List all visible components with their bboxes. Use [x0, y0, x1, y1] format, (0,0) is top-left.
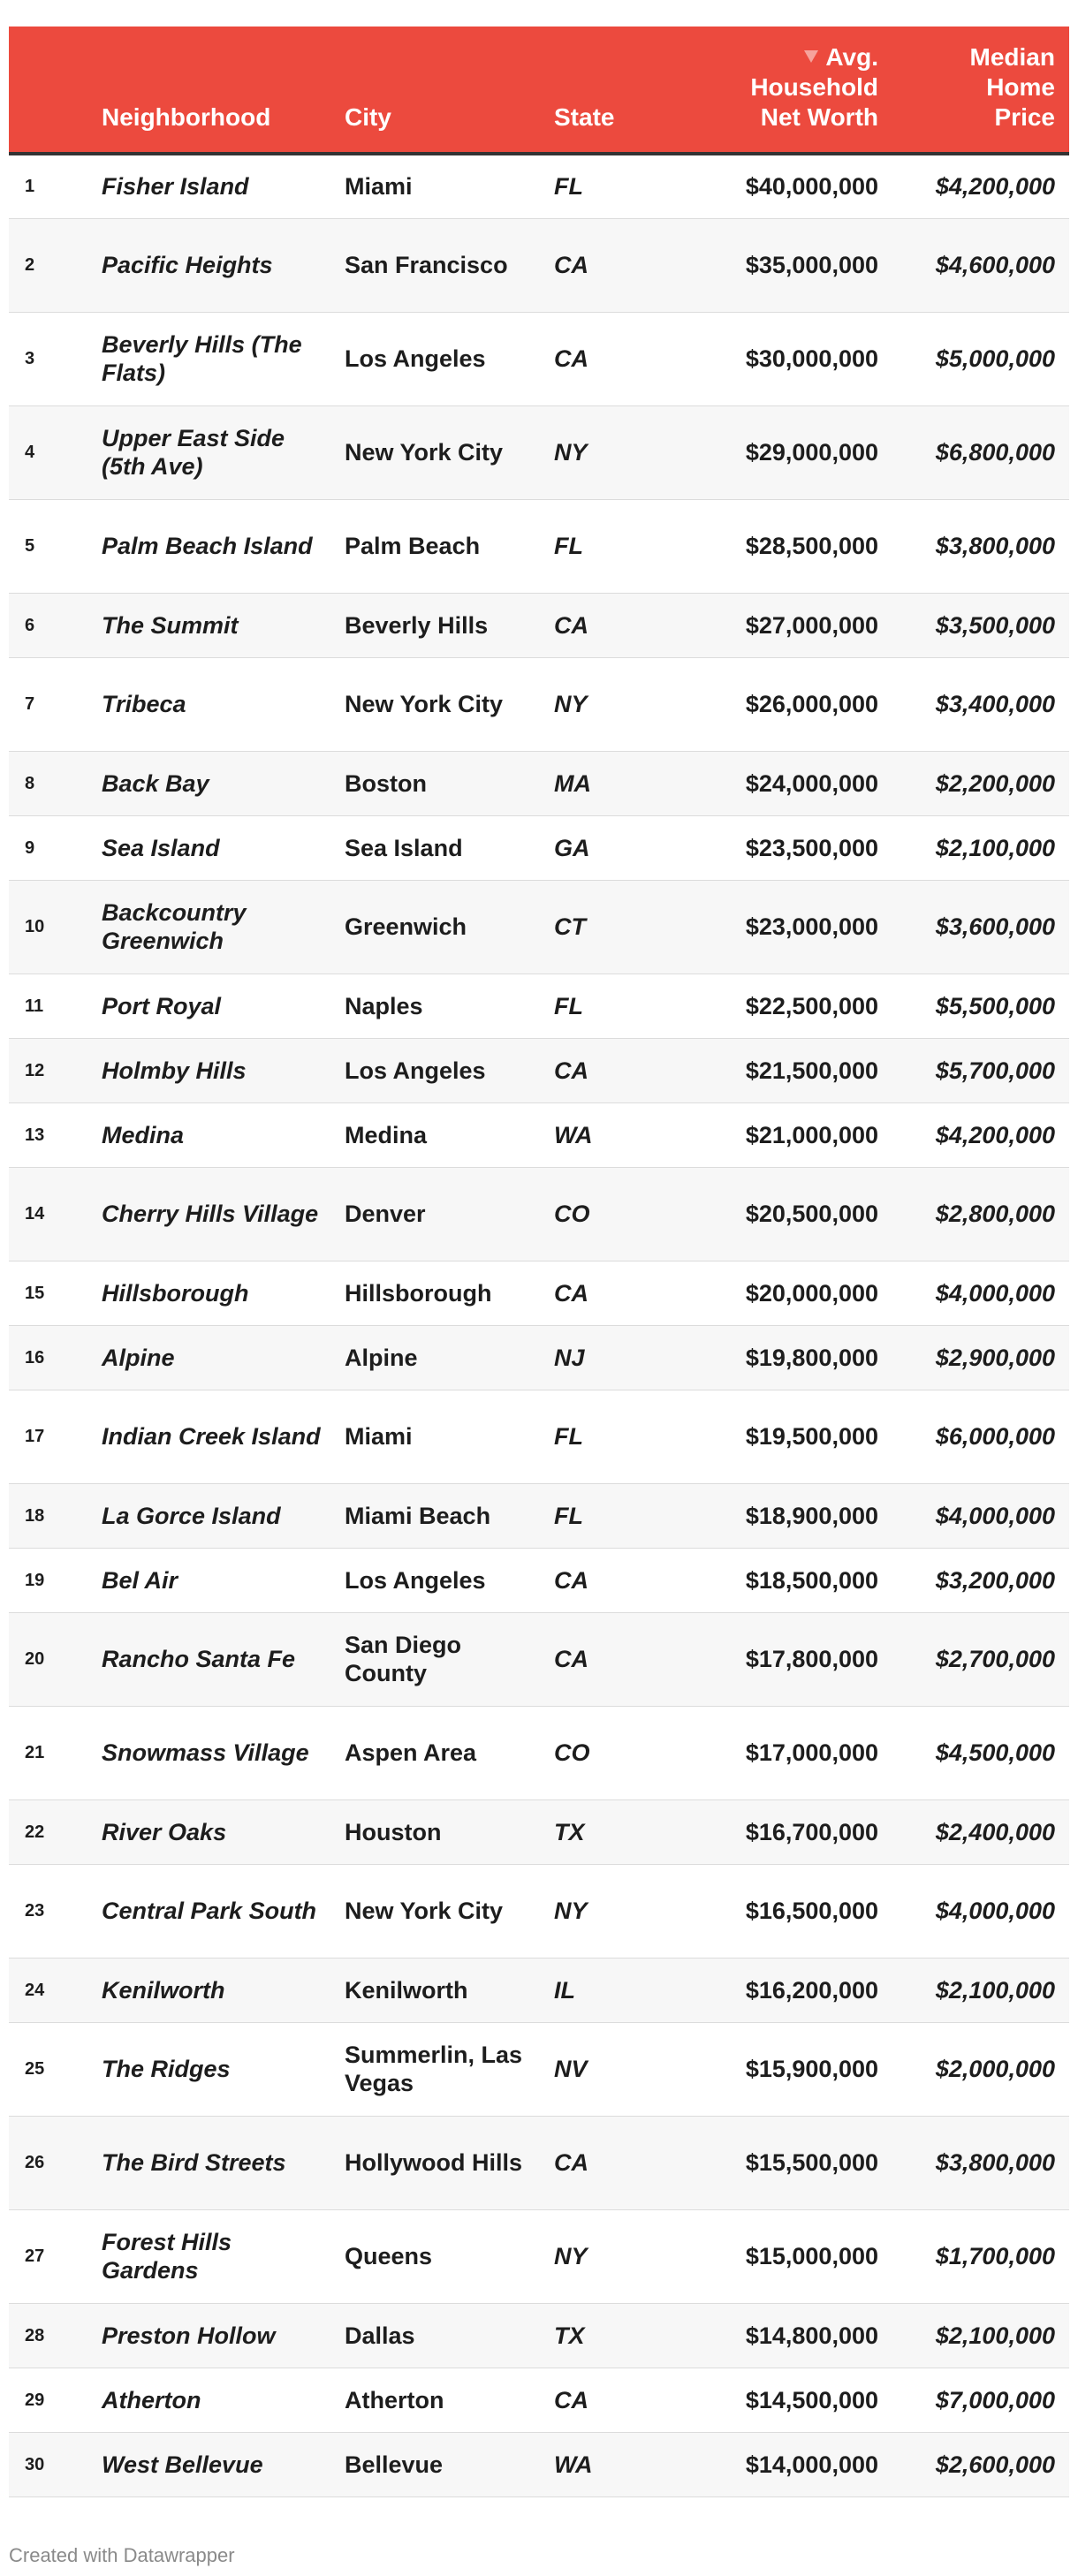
cell-neighborhood: Beverly Hills (The Flats): [102, 331, 302, 386]
table-row: [9, 657, 1069, 751]
table-row: [9, 1325, 1069, 1390]
cell-neighborhood: Holmby Hills: [102, 1057, 247, 1084]
table-row: [9, 1958, 1069, 2022]
cell-state: CA: [554, 611, 588, 639]
neighborhood-table: [9, 27, 1069, 2497]
cell-rank: 29: [25, 2390, 45, 2410]
cell-net-worth: $21,500,000: [745, 1057, 878, 1084]
cell-home-price: $2,100,000: [935, 1976, 1055, 2004]
cell-state: IL: [554, 1976, 575, 2004]
cell-net-worth: $14,500,000: [745, 2386, 878, 2413]
cell-state: WA: [554, 2451, 593, 2478]
cell-net-worth: $15,900,000: [745, 2056, 878, 2082]
table-row: [9, 1167, 1069, 1261]
data-table-container: [9, 27, 1069, 2497]
cell-net-worth: $16,700,000: [745, 1818, 878, 1845]
cell-home-price: $2,000,000: [935, 2056, 1055, 2082]
cell-neighborhood: Pacific Heights: [102, 252, 273, 278]
table-row: [9, 1261, 1069, 1325]
cell-home-price: $3,500,000: [935, 611, 1055, 639]
cell-neighborhood: Cherry Hills Village: [102, 1201, 319, 1227]
cell-neighborhood: River Oaks: [102, 1818, 227, 1845]
cell-net-worth: $17,000,000: [745, 1739, 878, 1766]
cell-neighborhood: Back Bay: [102, 769, 209, 797]
cell-net-worth: $29,000,000: [745, 439, 878, 466]
table-row: [9, 1612, 1069, 1706]
cell-state: NY: [554, 691, 588, 717]
cell-rank: 27: [25, 2246, 45, 2266]
cell-rank: 8: [25, 773, 35, 793]
cell-net-worth: $17,800,000: [745, 1646, 878, 1672]
cell-home-price: $4,200,000: [935, 1121, 1055, 1148]
table-row: [9, 218, 1069, 312]
cell-city: Naples: [345, 992, 423, 1019]
cell-rank: 18: [25, 1505, 45, 1526]
cell-rank: 5: [25, 536, 35, 556]
cell-state: CA: [554, 2386, 588, 2413]
cell-rank: 25: [25, 2059, 45, 2079]
cell-neighborhood: Indian Creek Island: [102, 1423, 321, 1450]
cell-city: Greenwich: [345, 913, 467, 940]
table-header: [9, 27, 1069, 154]
cell-neighborhood: Atherton: [102, 2386, 201, 2413]
cell-neighborhood: Kenilworth: [102, 1976, 225, 2004]
datawrapper-credit[interactable]: Created with Datawrapper: [9, 2544, 235, 2566]
cell-net-worth: $15,000,000: [745, 2243, 878, 2269]
cell-city: Denver: [345, 1201, 426, 1227]
cell-home-price: $2,800,000: [935, 1201, 1055, 1227]
cell-net-worth: $26,000,000: [745, 691, 878, 717]
cell-city: Aspen Area: [345, 1739, 477, 1766]
cell-neighborhood: La Gorce Island: [102, 1502, 281, 1529]
cell-state: FL: [554, 1502, 583, 1529]
cell-home-price: $3,600,000: [935, 913, 1055, 940]
cell-state: CA: [554, 1057, 588, 1084]
cell-city: Bellevue: [345, 2451, 444, 2478]
table-row: [9, 1864, 1069, 1958]
table-row: [9, 974, 1069, 1038]
header-home-price-line3: Price: [994, 103, 1055, 131]
cell-home-price: $4,000,000: [935, 1279, 1055, 1307]
cell-city: Beverly Hills: [345, 611, 489, 639]
cell-city: Los Angeles: [345, 1566, 486, 1594]
cell-net-worth: $14,800,000: [745, 2322, 878, 2349]
cell-rank: 28: [25, 2325, 45, 2345]
cell-neighborhood: Port Royal: [102, 992, 222, 1019]
cell-state: CO: [554, 1739, 590, 1766]
cell-home-price: $5,700,000: [935, 1057, 1055, 1084]
cell-city: Miami Beach: [345, 1502, 491, 1529]
cell-neighborhood: Preston Hollow: [102, 2322, 276, 2349]
cell-city: New York City: [345, 439, 504, 466]
cell-rank: 1: [25, 177, 35, 197]
cell-rank: 7: [25, 694, 35, 714]
table-row: [9, 1548, 1069, 1612]
cell-home-price: $7,000,000: [935, 2386, 1055, 2413]
cell-state: CA: [554, 1566, 588, 1594]
cell-net-worth: $30,000,000: [745, 345, 878, 372]
cell-net-worth: $18,900,000: [745, 1502, 878, 1529]
cell-state: GA: [554, 834, 590, 861]
cell-home-price: $5,500,000: [935, 992, 1055, 1019]
cell-city: Miami: [345, 1423, 413, 1450]
cell-neighborhood: Palm Beach Island: [102, 533, 313, 559]
cell-rank: 21: [25, 1743, 45, 1762]
cell-home-price: $1,700,000: [935, 2243, 1055, 2269]
cell-neighborhood: Fisher Island: [102, 173, 249, 201]
header-state[interactable]: State: [554, 27, 691, 154]
cell-home-price: $3,200,000: [935, 1566, 1055, 1594]
cell-city: Summerlin, Las Vegas: [345, 2042, 523, 2096]
cell-net-worth: $27,000,000: [745, 611, 878, 639]
cell-city: Atherton: [345, 2386, 444, 2413]
cell-rank: 15: [25, 1283, 45, 1303]
table-row: [9, 312, 1069, 405]
cell-neighborhood: The Ridges: [102, 2056, 231, 2082]
cell-net-worth: $18,500,000: [745, 1566, 878, 1594]
table-body: [9, 154, 1069, 2496]
cell-city: Sea Island: [345, 834, 463, 861]
table-row: [9, 2303, 1069, 2368]
cell-neighborhood: The Summit: [102, 611, 239, 639]
cell-home-price: $6,000,000: [935, 1423, 1055, 1450]
cell-state: NV: [554, 2056, 588, 2082]
header-rank[interactable]: [9, 27, 102, 154]
cell-rank: 9: [25, 837, 35, 858]
cell-net-worth: $23,000,000: [745, 913, 878, 940]
cell-home-price: $4,200,000: [935, 173, 1055, 201]
cell-net-worth: $40,000,000: [745, 173, 878, 201]
header-home-price[interactable]: [892, 27, 1069, 154]
cell-rank: 17: [25, 1427, 45, 1446]
cell-state: FL: [554, 1423, 583, 1450]
table-row: [9, 2022, 1069, 2116]
cell-rank: 4: [25, 443, 35, 462]
cell-neighborhood: Alpine: [102, 1344, 175, 1371]
cell-state: CO: [554, 1201, 590, 1227]
cell-rank: 20: [25, 1649, 45, 1669]
table-row: [9, 751, 1069, 815]
cell-net-worth: $20,500,000: [745, 1201, 878, 1227]
cell-home-price: $2,100,000: [935, 2322, 1055, 2349]
cell-state: MA: [554, 769, 591, 797]
cell-home-price: $3,800,000: [935, 533, 1055, 559]
cell-city: Medina: [345, 1121, 428, 1148]
cell-neighborhood: Rancho Santa Fe: [102, 1646, 296, 1672]
cell-rank: 26: [25, 2153, 45, 2172]
table-row: [9, 2209, 1069, 2303]
cell-city: Houston: [345, 1818, 442, 1845]
cell-city: Miami: [345, 173, 413, 201]
cell-net-worth: $28,500,000: [745, 533, 878, 559]
cell-state: NY: [554, 2243, 588, 2269]
table-row: [9, 880, 1069, 974]
table-row: [9, 815, 1069, 880]
cell-city: Palm Beach: [345, 533, 481, 559]
cell-home-price: $6,800,000: [935, 439, 1055, 466]
cell-state: NY: [554, 439, 588, 466]
cell-state: FL: [554, 992, 583, 1019]
cell-home-price: $3,400,000: [935, 691, 1055, 717]
cell-net-worth: $23,500,000: [745, 834, 878, 861]
header-home-price-line1: Median: [969, 43, 1055, 71]
cell-city: Alpine: [345, 1344, 418, 1371]
cell-city: Queens: [345, 2243, 433, 2269]
cell-neighborhood: Snowmass Village: [102, 1739, 309, 1766]
cell-state: FL: [554, 173, 583, 201]
cell-state: TX: [554, 1818, 585, 1845]
cell-home-price: $5,000,000: [935, 345, 1055, 372]
table-row: [9, 1390, 1069, 1483]
table-row: [9, 1706, 1069, 1799]
cell-rank: 3: [25, 349, 35, 368]
cell-state: TX: [554, 2322, 585, 2349]
cell-rank: 14: [25, 1204, 45, 1224]
cell-neighborhood: Bel Air: [102, 1566, 178, 1594]
cell-city: Dallas: [345, 2322, 415, 2349]
cell-net-worth: $21,000,000: [745, 1121, 878, 1148]
header-row: [9, 27, 1069, 154]
cell-neighborhood: Central Park South: [102, 1898, 317, 1924]
header-net-worth-line3: Net Worth: [760, 103, 878, 131]
cell-home-price: $2,100,000: [935, 834, 1055, 861]
cell-net-worth: $14,000,000: [745, 2451, 878, 2478]
cell-home-price: $4,500,000: [935, 1739, 1055, 1766]
cell-net-worth: $20,000,000: [745, 1279, 878, 1307]
cell-city: Hollywood Hills: [345, 2149, 523, 2176]
sort-descending-icon: [804, 50, 818, 63]
header-city[interactable]: City: [345, 27, 554, 154]
table-row: [9, 593, 1069, 657]
cell-state: CT: [554, 913, 586, 940]
cell-state: WA: [554, 1121, 593, 1148]
cell-neighborhood: Backcountry Greenwich: [102, 899, 247, 954]
table-row: [9, 1038, 1069, 1102]
cell-state: CA: [554, 2149, 588, 2176]
cell-state: CA: [554, 345, 588, 372]
table-row: [9, 1799, 1069, 1864]
cell-state: CA: [554, 1279, 588, 1307]
cell-home-price: $4,000,000: [935, 1898, 1055, 1924]
cell-city: San Francisco: [345, 252, 508, 278]
cell-home-price: $3,800,000: [935, 2149, 1055, 2176]
table-row: [9, 1102, 1069, 1167]
cell-home-price: $4,000,000: [935, 1502, 1055, 1529]
table-row: [9, 499, 1069, 593]
cell-city: Los Angeles: [345, 1057, 486, 1084]
cell-neighborhood: Sea Island: [102, 834, 220, 861]
cell-neighborhood: West Bellevue: [102, 2451, 263, 2478]
cell-state: CA: [554, 252, 588, 278]
table-row: [9, 2368, 1069, 2432]
cell-net-worth: $22,500,000: [745, 992, 878, 1019]
cell-rank: 30: [25, 2454, 45, 2474]
cell-rank: 12: [25, 1060, 45, 1080]
header-net-worth[interactable]: [691, 27, 892, 154]
cell-net-worth: $15,500,000: [745, 2149, 878, 2176]
cell-city: New York City: [345, 691, 504, 717]
header-neighborhood[interactable]: Neighborhood: [102, 27, 345, 154]
cell-home-price: $2,700,000: [935, 1646, 1055, 1672]
cell-city: Los Angeles: [345, 345, 486, 372]
cell-net-worth: $16,500,000: [745, 1898, 878, 1924]
cell-rank: 10: [25, 917, 45, 936]
cell-home-price: $2,600,000: [935, 2451, 1055, 2478]
table-row: [9, 2116, 1069, 2209]
cell-state: FL: [554, 533, 583, 559]
cell-city: Boston: [345, 769, 427, 797]
cell-neighborhood: The Bird Streets: [102, 2149, 286, 2176]
cell-state: CA: [554, 1646, 588, 1672]
cell-net-worth: $16,200,000: [745, 1976, 878, 2004]
cell-city: Hillsborough: [345, 1279, 492, 1307]
cell-rank: 2: [25, 255, 35, 275]
cell-home-price: $2,200,000: [935, 769, 1055, 797]
cell-city: San Diego County: [345, 1632, 462, 1686]
cell-rank: 19: [25, 1570, 45, 1590]
table-row: [9, 154, 1069, 218]
table-row: [9, 2432, 1069, 2496]
table-row: [9, 405, 1069, 499]
cell-neighborhood: Tribeca: [102, 691, 186, 717]
cell-state: NJ: [554, 1344, 585, 1371]
cell-neighborhood: Medina: [102, 1121, 185, 1148]
cell-home-price: $4,600,000: [935, 252, 1055, 278]
cell-net-worth: $35,000,000: [745, 252, 878, 278]
cell-net-worth: $19,500,000: [745, 1423, 878, 1450]
cell-rank: 24: [25, 1980, 45, 2000]
cell-neighborhood: Forest Hills Gardens: [102, 2229, 232, 2284]
cell-rank: 6: [25, 615, 35, 635]
cell-net-worth: $24,000,000: [745, 769, 878, 797]
cell-neighborhood: Hillsborough: [102, 1279, 249, 1307]
cell-city: New York City: [345, 1898, 504, 1924]
header-home-price-line2: Home: [986, 73, 1055, 101]
cell-neighborhood: Upper East Side (5th Ave): [102, 425, 285, 480]
cell-city: Kenilworth: [345, 1976, 468, 2004]
cell-rank: 11: [25, 996, 44, 1016]
cell-net-worth: $19,800,000: [745, 1344, 878, 1371]
header-net-worth-line1: Avg.: [825, 43, 878, 71]
table-row: [9, 1483, 1069, 1548]
cell-rank: 22: [25, 1822, 45, 1842]
cell-rank: 23: [25, 1901, 45, 1921]
cell-home-price: $2,400,000: [935, 1818, 1055, 1845]
cell-home-price: $2,900,000: [935, 1344, 1055, 1371]
header-net-worth-line2: Household: [750, 73, 878, 101]
cell-state: NY: [554, 1898, 588, 1924]
cell-rank: 13: [25, 1125, 45, 1145]
cell-rank: 16: [25, 1347, 45, 1368]
